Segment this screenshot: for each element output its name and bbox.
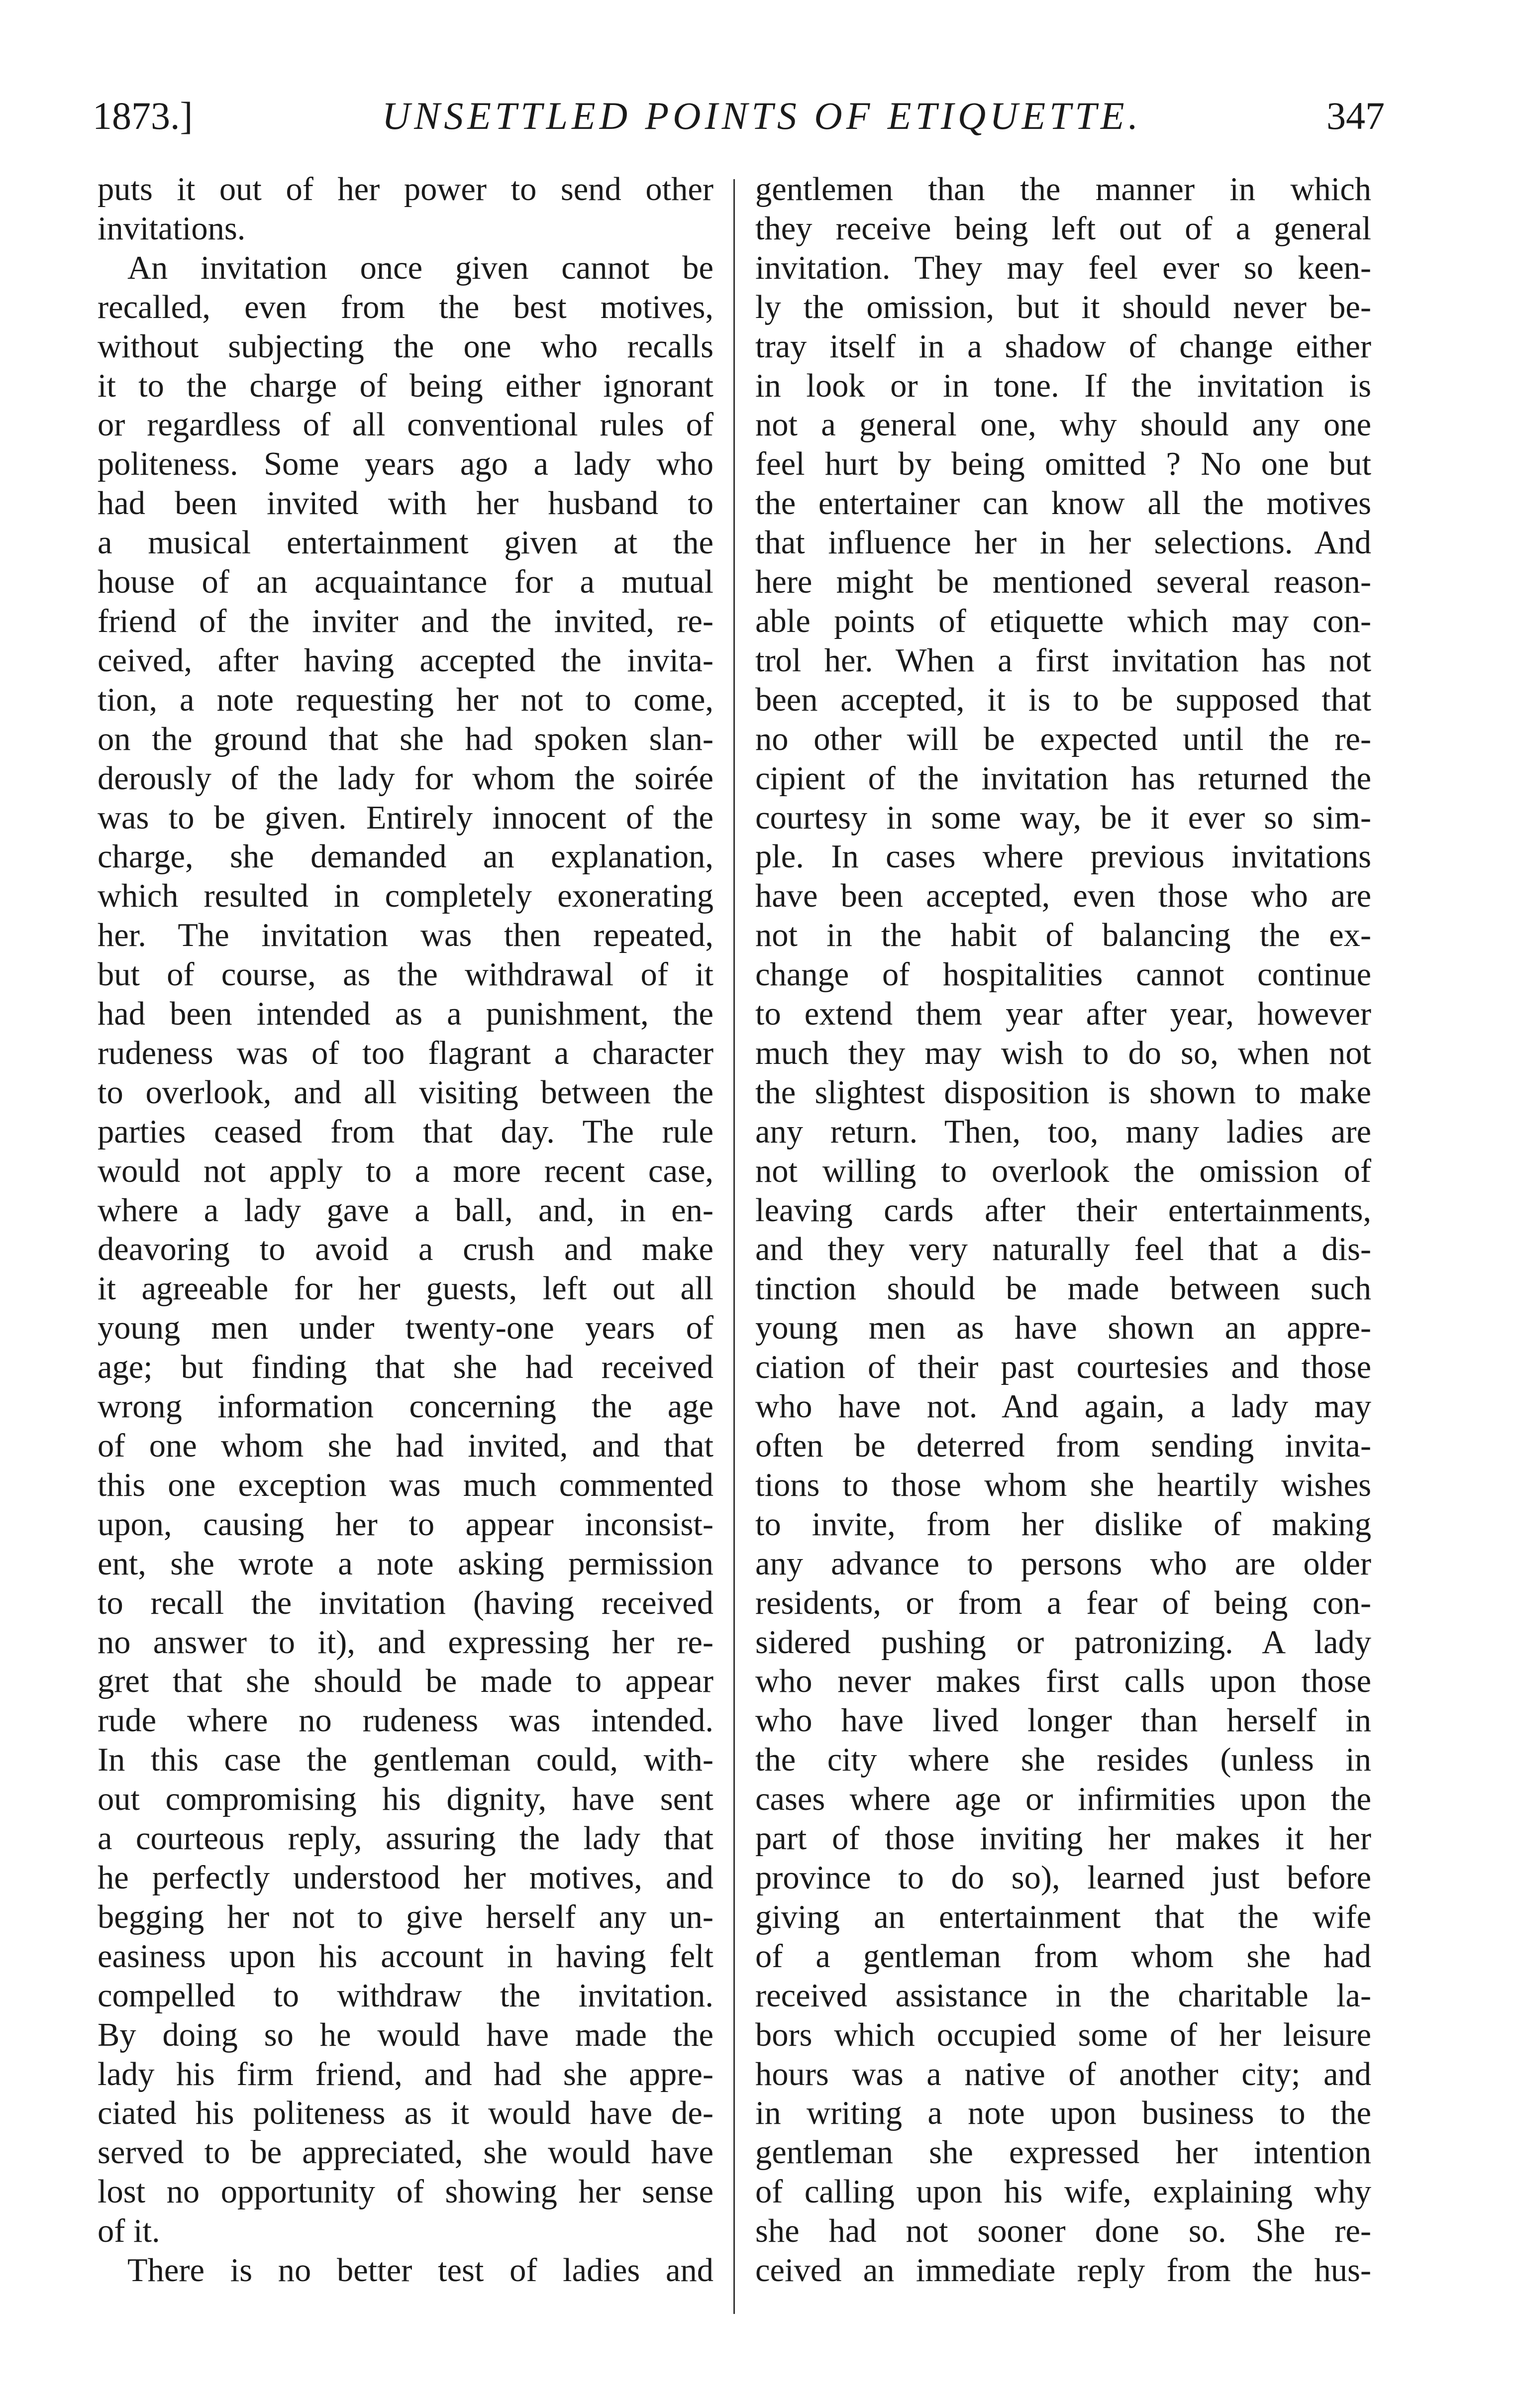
- text-line: served to be appreciated, she would have: [98, 2134, 713, 2171]
- text-line: no other will be expected until the re-: [755, 721, 1371, 757]
- text-line: ple. In cases where previous invitations: [755, 838, 1371, 875]
- header-title: UNSETTLED POINTS OF ETIQUETTE.: [382, 94, 1142, 137]
- text-line: puts it out of her power to send other: [98, 171, 713, 208]
- text-line: gret that she should be made to appear: [98, 1663, 713, 1700]
- text-line: ly the omission, but it should never be-: [755, 289, 1371, 325]
- text-line: not in the habit of balancing the ex-: [755, 917, 1371, 954]
- text-line: where a lady gave a ball, and, in en-: [98, 1192, 713, 1229]
- text-line: any advance to persons who are older: [755, 1545, 1371, 1582]
- text-line: of one whom she had invited, and that: [98, 1428, 713, 1464]
- text-line: ciation of their past courtesies and those: [755, 1349, 1371, 1386]
- text-line: the entertainer can know all the motives: [755, 485, 1371, 522]
- running-header: [0, 89, 1524, 148]
- text-line: to extend them year after year, however: [755, 996, 1371, 1033]
- text-line: change of hospitalities cannot continue: [755, 956, 1371, 993]
- right-column: [755, 170, 1371, 2291]
- text-line: a musical entertainment given at the: [98, 524, 713, 561]
- text-line: derously of the lady for whom the soirée: [98, 760, 713, 797]
- text-line: been accepted, it is to be supposed that: [755, 681, 1371, 718]
- text-line: trol her. When a first invitation has not: [755, 642, 1371, 679]
- text-line: wrong information concerning the age: [98, 1388, 713, 1425]
- text-line: begging her not to give herself any un-: [98, 1898, 713, 1935]
- text-line: charge, she demanded an explanation,: [98, 838, 713, 875]
- text-line: had been intended as a punishment, the: [98, 996, 713, 1033]
- text-line: politeness. Some years ago a lady who: [98, 446, 713, 483]
- text-line: compelled to withdraw the invitation.: [98, 1977, 713, 2014]
- left-column: [98, 170, 713, 2291]
- text-line: a courteous reply, assuring the lady that: [98, 1820, 713, 1857]
- text-line: province to do so), learned just before: [755, 1859, 1371, 1896]
- text-line: to invite, from her dislike of making: [755, 1506, 1371, 1543]
- text-line: lady his firm friend, and had she appre-: [98, 2056, 713, 2093]
- text-line: but of course, as the withdrawal of it: [98, 956, 713, 993]
- text-line: There is no better test of ladies and: [127, 2252, 713, 2289]
- text-line: on the ground that she had spoken slan-: [98, 721, 713, 757]
- text-line: not a general one, why should any one: [755, 407, 1371, 443]
- text-line: young men as have shown an appre-: [755, 1310, 1371, 1347]
- text-line: rudeness was of too flagrant a character: [98, 1035, 713, 1071]
- text-line: or regardless of all conventional rules of: [98, 407, 713, 443]
- text-line: house of an acquaintance for a mutual: [98, 564, 713, 601]
- text-line: without subjecting the one who recalls: [98, 328, 713, 365]
- text-line: her. The invitation was then repeated,: [98, 917, 713, 954]
- text-line: courtesy in some way, be it ever so sim-: [755, 799, 1371, 836]
- text-line: have been accepted, even those who are: [755, 878, 1371, 915]
- text-line: was to be given. Entirely innocent of the: [98, 799, 713, 836]
- text-line: and they very naturally feel that a dis-: [755, 1231, 1371, 1268]
- text-line: the city where she resides (unless in: [755, 1742, 1371, 1779]
- text-line: of calling upon his wife, explaining why: [755, 2174, 1371, 2210]
- text-line: leaving cards after their entertainments,: [755, 1192, 1371, 1229]
- text-line: ciated his politeness as it would have de-: [98, 2095, 713, 2132]
- text-line: of a gentleman from whom she had: [755, 1938, 1371, 1975]
- text-line: age; but finding that she had received: [98, 1349, 713, 1386]
- text-line: gentlemen than the manner in which: [755, 171, 1371, 208]
- column-divider: [733, 179, 735, 2314]
- text-line: invitation. They may feel ever so keen-: [755, 249, 1371, 286]
- text-line: they receive being left out of a general: [755, 210, 1371, 247]
- text-line: hours was a native of another city; and: [755, 2056, 1371, 2093]
- text-line: ceived an immediate reply from the hus-: [755, 2252, 1371, 2289]
- text-line: tion, a note requesting her not to come,: [98, 681, 713, 718]
- text-line: tions to those whom she heartily wishes: [755, 1466, 1371, 1503]
- page-number: 347: [1326, 94, 1385, 137]
- text-line: rude where no rudeness was intended.: [98, 1702, 713, 1739]
- text-line: of it.: [98, 2213, 160, 2250]
- text-line: able points of etiquette which may con-: [755, 603, 1371, 639]
- text-line: gentleman she expressed her intention: [755, 2134, 1371, 2171]
- text-line: any return. Then, too, many ladies are: [755, 1113, 1371, 1150]
- text-line: tray itself in a shadow of change either: [755, 328, 1371, 365]
- text-line: received assistance in the charitable la-: [755, 1977, 1371, 2014]
- text-line: lost no opportunity of showing her sense: [98, 2174, 713, 2210]
- text-line: it to the charge of being either ignorant: [98, 367, 713, 404]
- text-line: sidered pushing or patronizing. A lady: [755, 1624, 1371, 1661]
- text-line: which resulted in completely exonerating: [98, 878, 713, 915]
- text-line: this one exception was much commented: [98, 1466, 713, 1503]
- text-line: friend of the inviter and the invited, re-: [98, 603, 713, 639]
- text-line: cases where age or infirmities upon the: [755, 1781, 1371, 1818]
- header-year: 1873.]: [93, 94, 193, 137]
- text-line: bors which occupied some of her leisure: [755, 2016, 1371, 2053]
- text-line: had been invited with her husband to: [98, 485, 713, 522]
- text-line: feel hurt by being omitted ? No one but: [755, 446, 1371, 483]
- text-line: part of those inviting her makes it her: [755, 1820, 1371, 1857]
- text-line: By doing so he would have made the: [98, 2016, 713, 2053]
- text-line: parties ceased from that day. The rule: [98, 1113, 713, 1150]
- text-line: In this case the gentleman could, with-: [98, 1742, 713, 1779]
- text-line: that influence her in her selections. And: [755, 524, 1371, 561]
- text-line: easiness upon his account in having felt: [98, 1938, 713, 1975]
- text-line: who never makes first calls upon those: [755, 1663, 1371, 1700]
- text-line: out compromising his dignity, have sent: [98, 1781, 713, 1818]
- text-line: to recall the invitation (having received: [98, 1584, 713, 1621]
- text-line: to overlook, and all visiting between the: [98, 1074, 713, 1111]
- text-line: An invitation once given cannot be: [127, 249, 713, 286]
- text-line: not willing to overlook the omission of: [755, 1152, 1371, 1189]
- text-line: deavoring to avoid a crush and make: [98, 1231, 713, 1268]
- text-line: would not apply to a more recent case,: [98, 1152, 713, 1189]
- text-line: invitations.: [98, 210, 246, 247]
- text-line: recalled, even from the best motives,: [98, 289, 713, 325]
- text-line: upon, causing her to appear inconsist-: [98, 1506, 713, 1543]
- text-line: giving an entertainment that the wife: [755, 1898, 1371, 1935]
- text-line: the slightest disposition is shown to make: [755, 1074, 1371, 1111]
- text-line: who have not. And again, a lady may: [755, 1388, 1371, 1425]
- text-line: who have lived longer than herself in: [755, 1702, 1371, 1739]
- text-line: she had not sooner done so. She re-: [755, 2213, 1371, 2250]
- text-line: young men under twenty-one years of: [98, 1310, 713, 1347]
- text-line: often be deterred from sending invita-: [755, 1428, 1371, 1464]
- text-line: he perfectly understood her motives, and: [98, 1859, 713, 1896]
- text-line: cipient of the invitation has returned the: [755, 760, 1371, 797]
- text-line: ceived, after having accepted the invita-: [98, 642, 713, 679]
- text-line: residents, or from a fear of being con-: [755, 1584, 1371, 1621]
- text-line: ent, she wrote a note asking permission: [98, 1545, 713, 1582]
- text-line: much they may wish to do so, when not: [755, 1035, 1371, 1071]
- text-line: no answer to it), and expressing her re-: [98, 1624, 713, 1661]
- text-line: tinction should be made between such: [755, 1270, 1371, 1307]
- text-line: in writing a note upon business to the: [755, 2095, 1371, 2132]
- text-line: in look or in tone. If the invitation is: [755, 367, 1371, 404]
- text-line: it agreeable for her guests, left out all: [98, 1270, 713, 1307]
- text-line: here might be mentioned several reason-: [755, 564, 1371, 601]
